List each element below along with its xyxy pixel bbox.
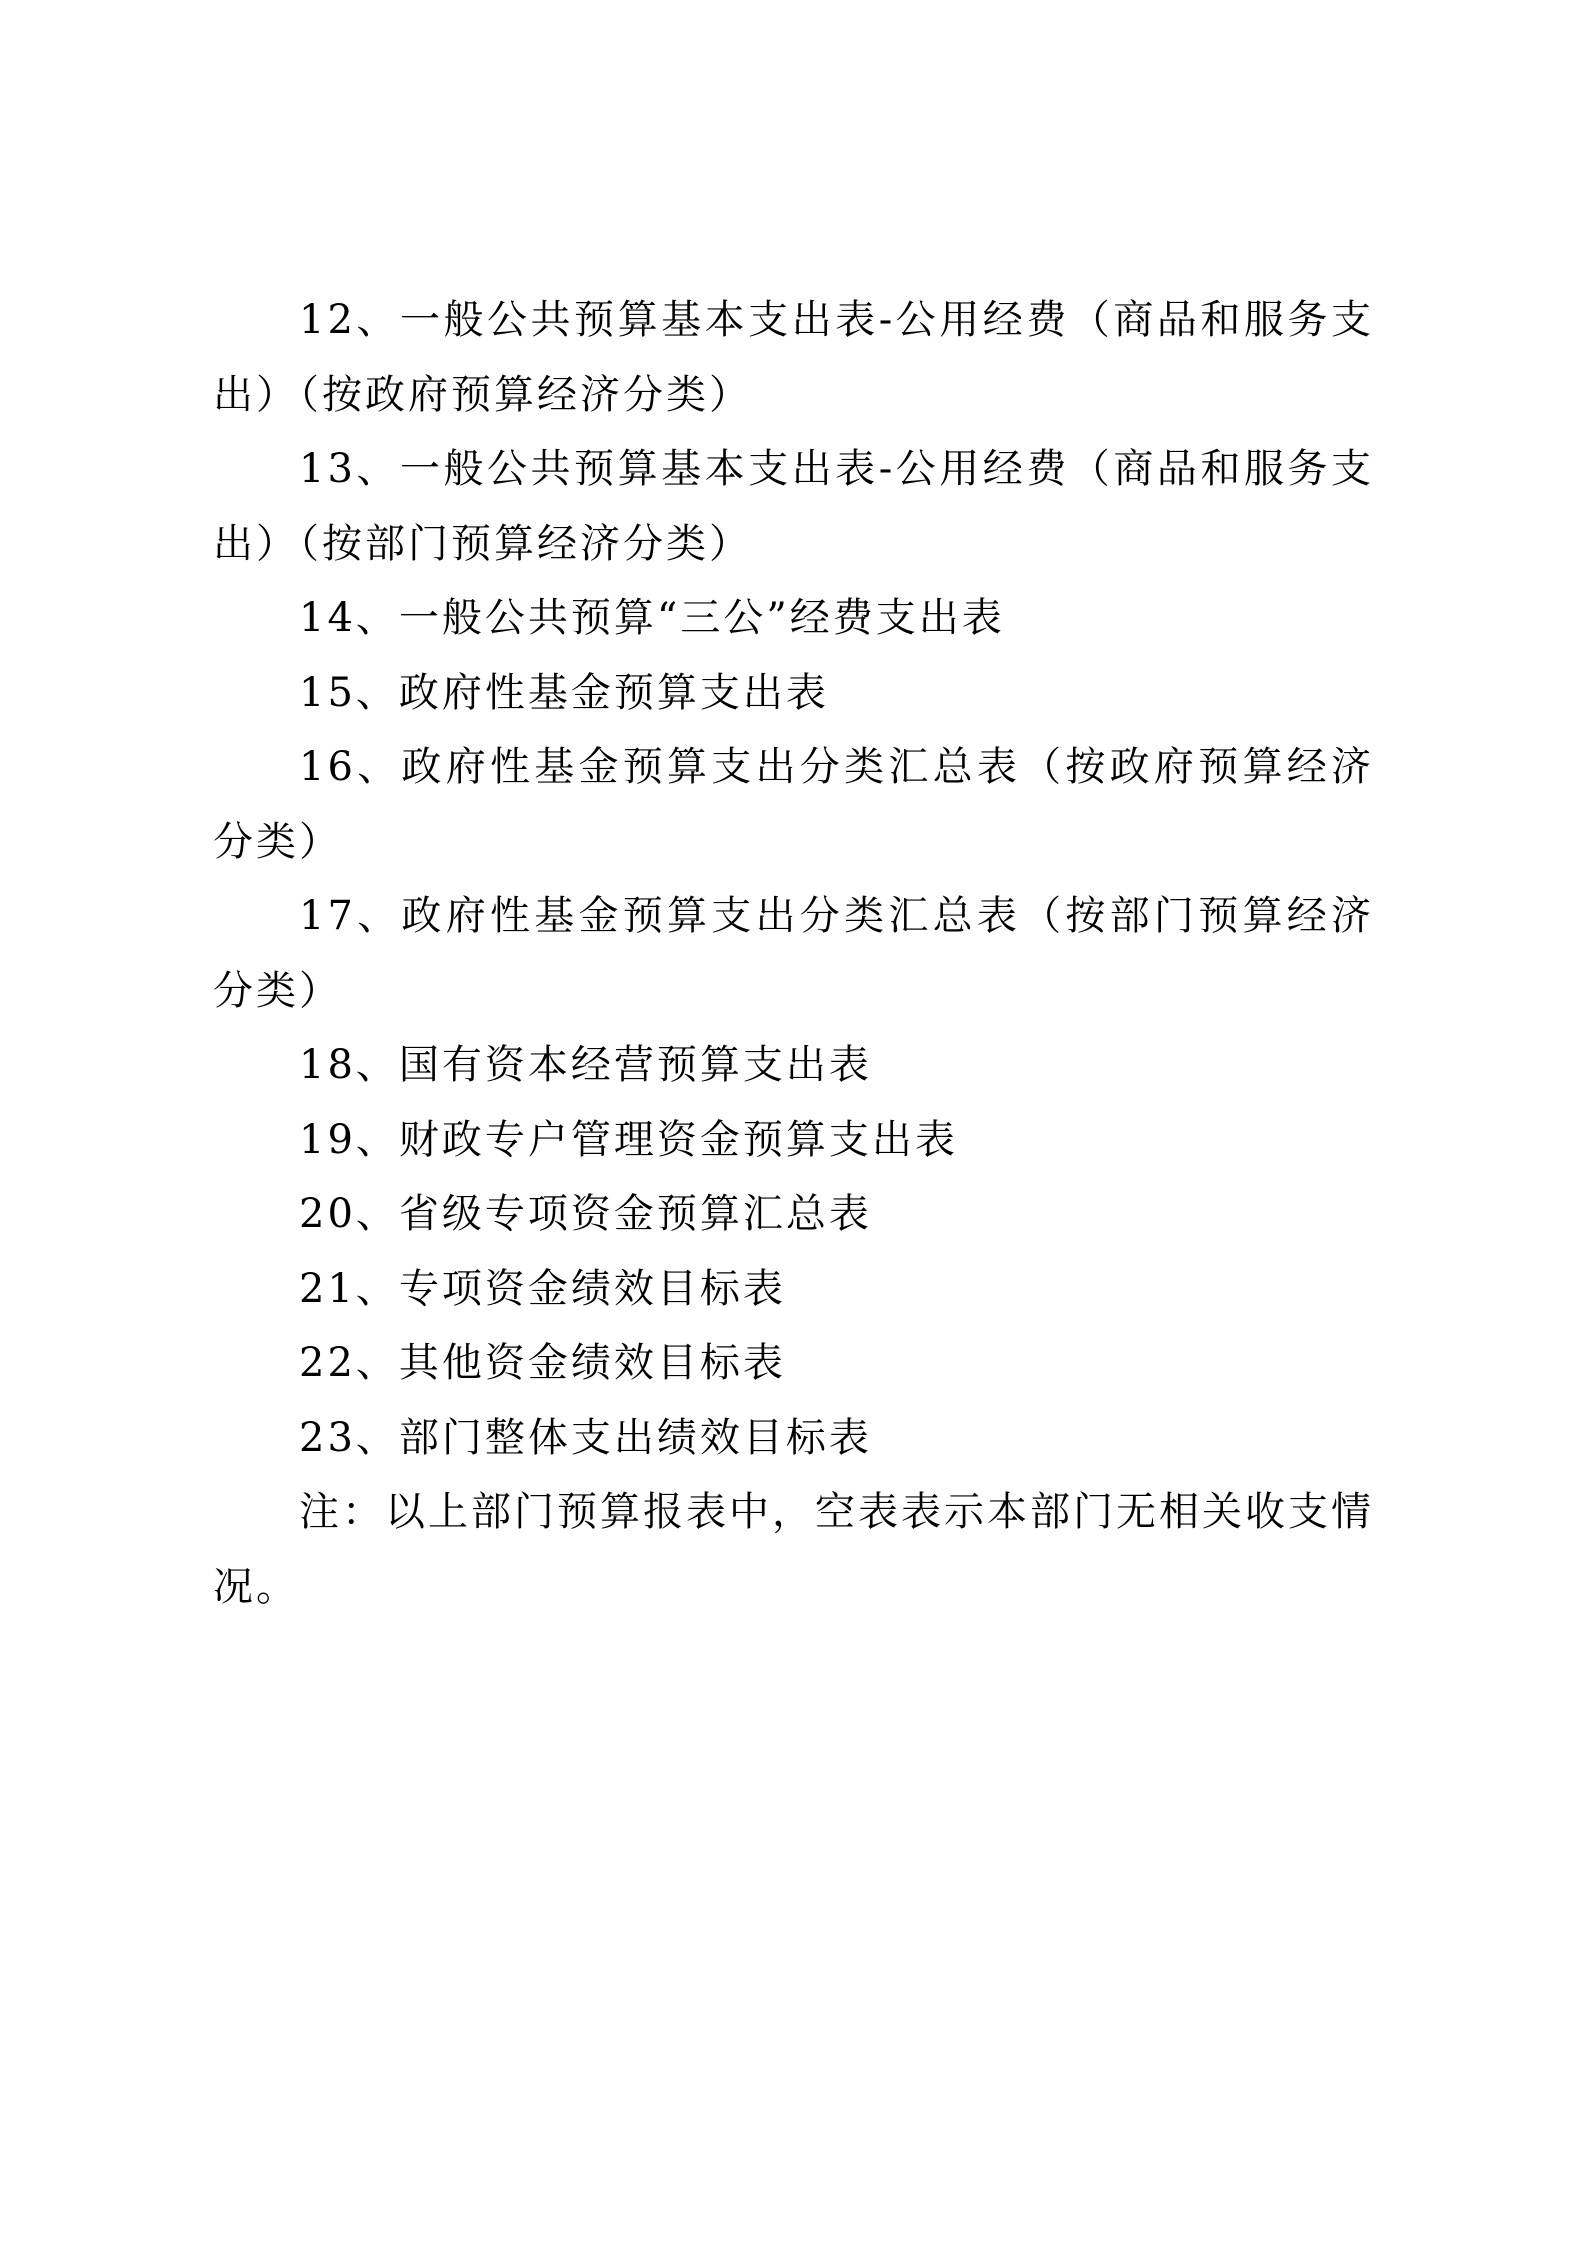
list-item-14: 14、一般公共预算“三公”经费支出表 [299,595,1005,641]
list-item-12: 12、一般公共预算基本支出表-公用经费（商品和服务支出）（按政府预算经济分类） [213,297,1374,418]
list-item-16: 16、政府性基金预算支出分类汇总表（按政府预算经济分类） [213,744,1374,865]
list-item-22: 22、其他资金绩效目标表 [299,1340,786,1386]
list-item-19: 19、财政专户管理资金预算支出表 [299,1116,958,1163]
note-paragraph: 注：以上部门预算报表中，空表表示本部门无相关收支情况。 [213,1489,1374,1610]
list-item-15: 15、政府性基金预算支出表 [299,669,829,716]
list-item-23: 23、部门整体支出绩效目标表 [299,1414,872,1461]
list-item-18: 18、国有资本经营预算支出表 [299,1042,872,1088]
list-item-20: 20、省级专项资金预算汇总表 [299,1191,872,1237]
document-body [213,283,1374,1624]
list-item-13: 13、一般公共预算基本支出表-公用经费（商品和服务支出）（按部门预算经济分类） [213,446,1374,567]
list-item-21: 21、专项资金绩效目标表 [299,1265,786,1312]
list-item-17: 17、政府性基金预算支出分类汇总表（按部门预算经济分类） [213,893,1374,1014]
